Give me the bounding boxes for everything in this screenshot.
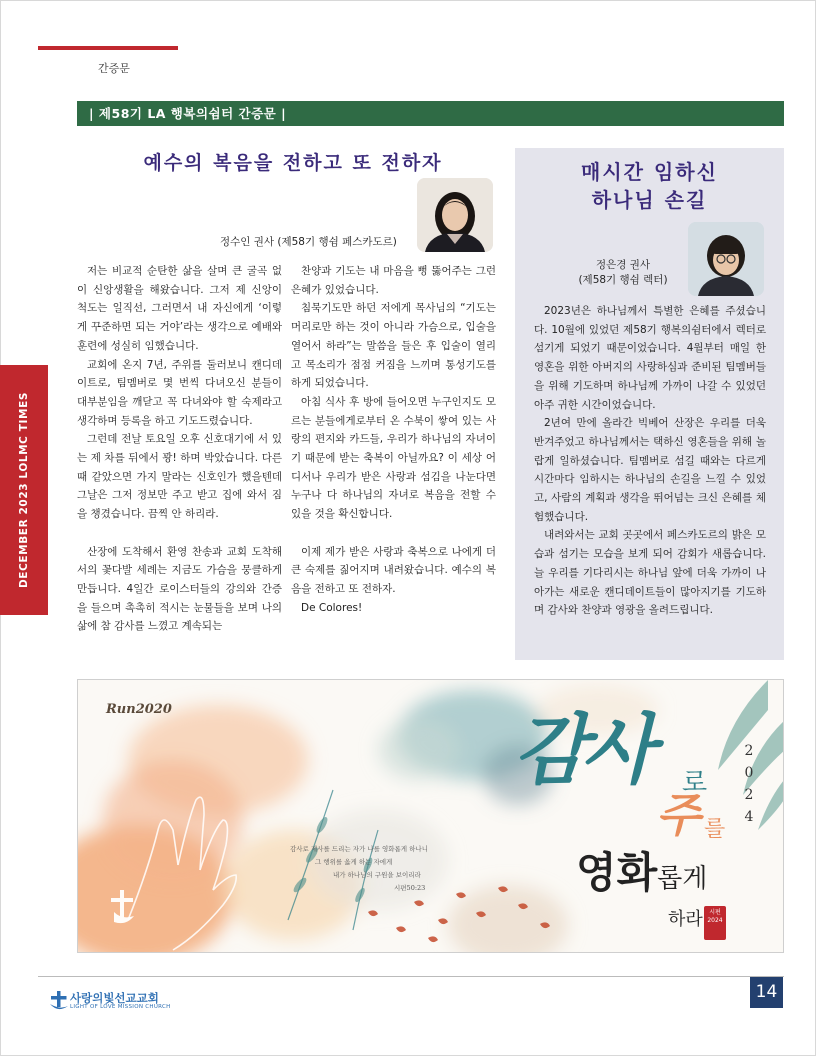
- church-name-english: LIGHT OF LOVE MISSION CHURCH: [70, 1004, 171, 1010]
- year-digit: 4: [744, 809, 754, 825]
- paragraph: 그런데 전날 토요일 오후 신호대기에 서 있는 제 차를 뒤에서 꽝! 하며 박았습니다. 다른 때 같았으면 가지 말라는 신호인가 했을텐데 그날은 그저 정보만 주고 받고 집에 와서 짐을 챙겼습니다. 끔찍 안 하리라.: [77, 433, 282, 521]
- sidebar-body: [534, 302, 766, 620]
- calligraphy-glory: [576, 840, 707, 900]
- year-digit: 0: [744, 765, 754, 781]
- bible-verse: [290, 843, 490, 895]
- magazine-issue-label: DECEMBER 2023 LOLMC TIMES: [18, 391, 30, 589]
- paragraph: 2년여 만에 올라간 빅베어 산장은 우리를 더욱 반겨주었고 하나님께서는 택하신 영혼들을 위해 놀랍게 일하셨습니다. 팀멤버로 섬길 때와는 다르게 시간마다 임하시는 하나님의 손길을 느낄 수 있었고, 사람의 계획과 생각을 뛰어넘는 크신 은혜를 체험했습니다.: [534, 417, 766, 523]
- paragraph: De Colores!: [301, 601, 363, 614]
- calligraphy-younghwa: 영화: [576, 848, 658, 897]
- sidebar-author: [568, 258, 678, 288]
- paragraph: 교회에 온지 7년, 주위를 둘러보니 캔디데이트로, 팀멤버로 몇 번씩 다녀오신 분들이 대부분임을 깨닫고 꼭 다녀와야 할 숙제라고 생각하며 등록을 하고 기도드렸습니다.: [77, 358, 282, 427]
- header-rule: [38, 46, 178, 50]
- paragraph: 아침 식사 후 방에 들어오면 누구인지도 모르는 분들에게로부터 온 수북이 쌓여 있는 사랑의 편지와 카드들, 우리가 하나님의 자녀이기 때문에 받는 축복이 아닐까요? 이 세상 어디서나 우리가 받은 사랑과 섬김을 나눈다면 누구나 다 하나님의 자녀로 복음을 전할 수 있을 것을 확신합니다.: [291, 395, 496, 521]
- article-column-1: [77, 262, 282, 636]
- paragraph: 이제 제가 받은 사랑과 축복으로 나에게 더 큰 숙제를 짊어지며 내려왔습니다. 예수의 복음을 전하고 또 전하자.: [291, 545, 496, 595]
- article-author: 정수인 권사 (제58기 행쉼 페스카도르): [220, 236, 397, 248]
- year-digit: 2: [744, 743, 754, 759]
- page-number: 14: [750, 977, 783, 1008]
- sidebar-title-line1: 매시간 임하신: [581, 160, 718, 184]
- artwork-brand: Run2020: [106, 702, 172, 717]
- calligraphy-hara: 하라: [668, 909, 703, 930]
- author-photo: [417, 178, 493, 252]
- year-digit: 2: [744, 787, 754, 803]
- paragraph: 내려와서는 교회 곳곳에서 페스카도르의 밝은 모습과 섬기는 모습을 보게 되어 감회가 새롭습니다. 늘 우리를 기다리시는 하나님 앞에 더욱 가까이 나아가는 새로운 캔디데이트들이 많아지기를 기도하며 감사와 찬양과 영광을 올려드립니다.: [534, 529, 766, 617]
- article-column-2: [291, 262, 496, 617]
- paragraph: 저는 비교적 순탄한 삶을 살며 큰 굴곡 없이 신앙생활을 해왔습니다. 그저 제 신앙이 척도는 일직선, 그러면서 내 자신에게 ‘이렇게 꾸준하면 되는 거야’라는 생각으로 예배와 훈련에 성실히 임했습니다.: [77, 265, 282, 352]
- church-logo-icon: [50, 991, 68, 1015]
- sidebar-author-role: (제58기 행쉼 렉터): [578, 274, 668, 286]
- sidebar-author-photo: [688, 222, 764, 296]
- stamp-text: 시편 2024: [707, 909, 723, 924]
- calligraphy-ropge: 롭게: [657, 864, 708, 894]
- thanksgiving-artwork: [77, 679, 784, 953]
- verse-line: 내가 하나님의 구원을 보이리라: [333, 871, 421, 879]
- calligraphy-ju: 주: [656, 788, 701, 842]
- paragraph: 2023년은 하나님께서 특별한 은혜를 주셨습니다. 10월에 있었던 제58기 행복의쉼터에서 렉터로 섬기게 되었기 때문이었습니다. 4월부터 매일 한 영혼을 위한 아버지의 사랑하심과 준비된 팀멤버들을 위해 기도하며 하나님께 가까이 나갈 수 있었던 아주 귀한 시간이었습니다.: [534, 305, 766, 411]
- calligraphy-thanks: 감사: [514, 705, 649, 794]
- artwork-year: [742, 740, 756, 828]
- testimony-banner: | 제58기 LA 행복의쉼터 간증문 |: [77, 101, 784, 126]
- sidebar-title: [515, 158, 784, 214]
- church-name: 사랑의빛선교교회: [70, 991, 159, 1005]
- red-seal-stamp: [704, 906, 726, 940]
- verse-reference: 시편50:23: [394, 884, 426, 892]
- calligraphy-reul: 를: [704, 817, 726, 842]
- verse-line: 감사로 제사를 드리는 자가 나를 영화롭게 하나니: [290, 845, 428, 853]
- article-title: 예수의 복음을 전하고 또 전하자: [143, 152, 443, 174]
- paragraph: 찬양과 기도는 내 마음을 뻥 뚫어주는 그런 은혜가 있었습니다.: [291, 265, 496, 296]
- paragraph: 산장에 도착해서 환영 찬송과 교회 도착해서의 꽃다발 세례는 지금도 가슴을 뭉클하게 만듭니다. 4일간 로이스터들의 강의와 간증을 들으며 촉촉히 적시는 눈물들을 보며 나의 삶에 참 감사를 느꼈고 계속되는: [77, 545, 282, 633]
- section-label: 간증문: [98, 62, 130, 75]
- sidebar-author-name: 정은경 권사: [595, 259, 651, 271]
- footer-rule: [38, 976, 784, 977]
- calligraphy-ro: 로: [682, 768, 708, 798]
- sidebar-title-line2: 하나님 손길: [591, 188, 708, 212]
- paragraph: 침묵기도만 하던 저에게 목사님의 “기도는 머리로만 하는 것이 아니라 가슴으로, 입술을 열어서 하라”는 말씀을 들은 후 입술이 열리고 목소리가 점점 커짐을 느끼며 통성기도를 하게 되었습니다.: [291, 302, 496, 390]
- verse-line: 그 행위를 옳게 하는 자에게: [315, 858, 393, 866]
